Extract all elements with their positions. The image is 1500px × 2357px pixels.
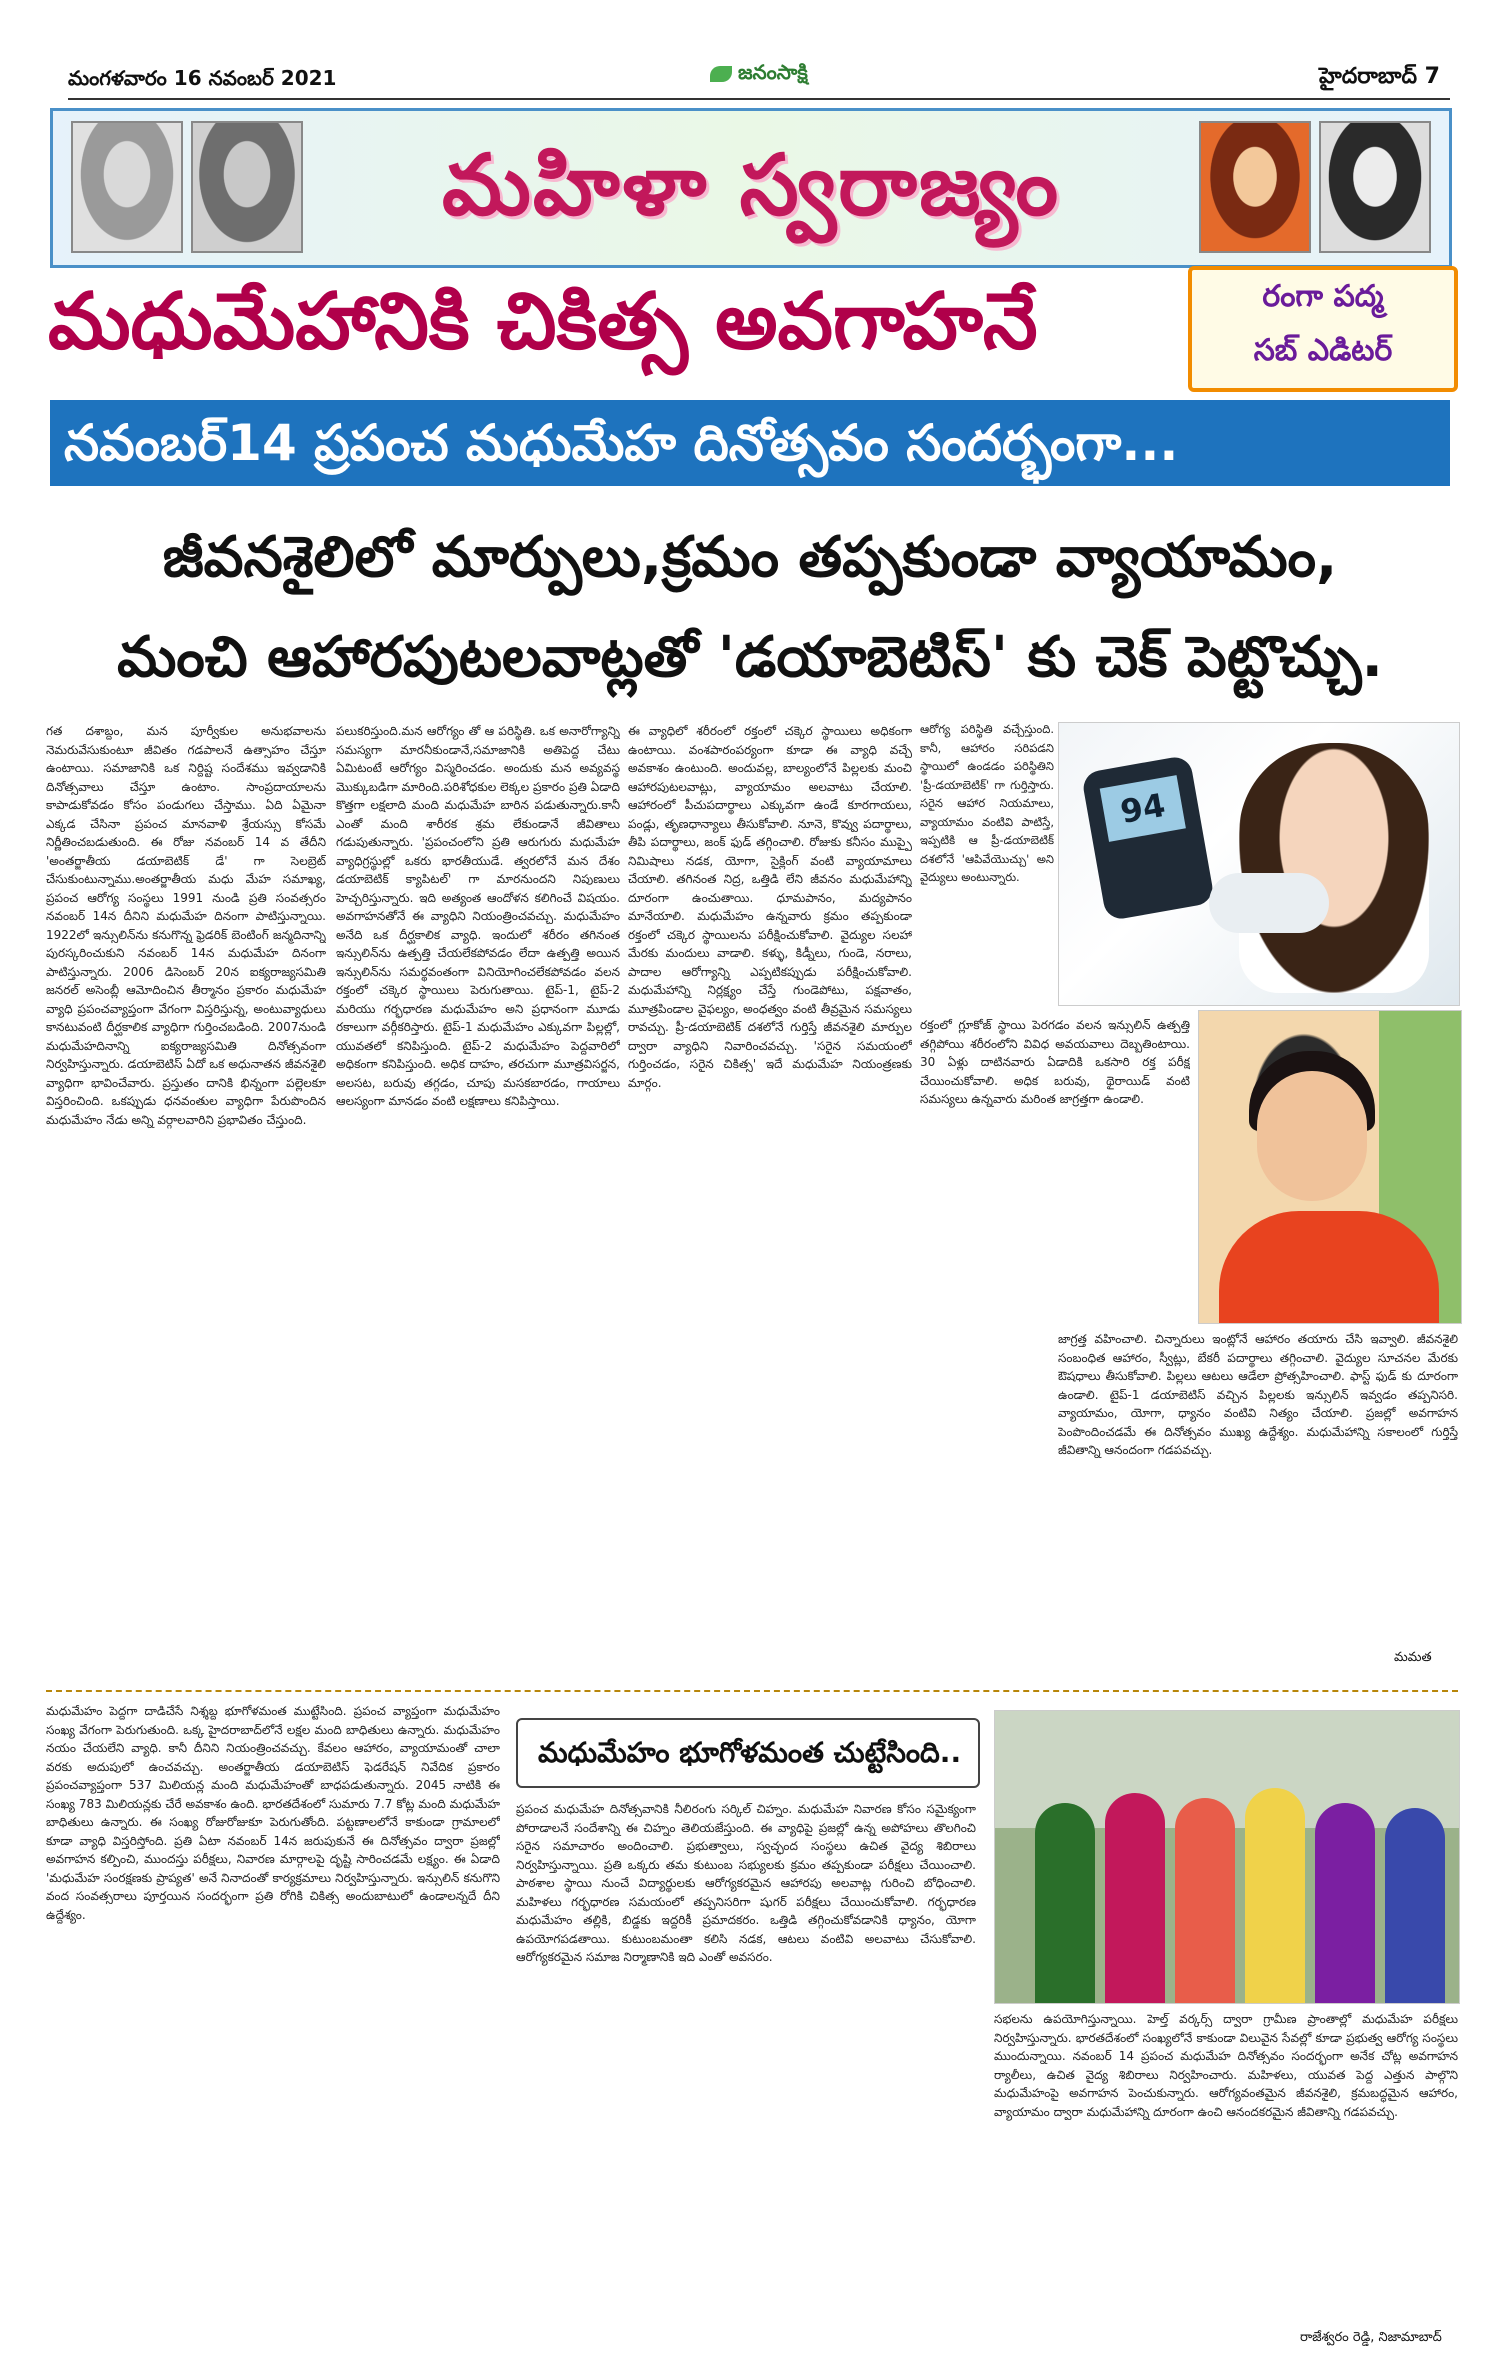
- article-column-4-mid: [920, 1016, 1190, 1316]
- person-figure: [1035, 1803, 1095, 2003]
- headline: మధుమేహానికి చికిత్స అవగాహనే: [48, 277, 1038, 367]
- portrait-image: [191, 121, 303, 253]
- column-text: రక్తంలో గ్లూకోజ్ స్థాయి పెరగడం వలన ఇన్సులిన్ ఉత్పత్తి తగ్గిపోయి శరీరంలోని వివిధ అవయవాలు దెబ్బతింటాయి. 30 ఏళ్లు దాటినవారు ఏడాదికి ఒకసారి రక్త పరీక్ష చేయించుకోవాలి. అధిక బరువు, థైరాయిడ్ వంటి సమస్యలు ఉన్నవారు మరింత జాగ్రత్తగా ఉండాలి.: [920, 1018, 1190, 1106]
- author-credit: రాజేశ్వరం రెడ్డి, నిజామాబాద్: [1300, 2330, 1442, 2345]
- subhead-box: [516, 1718, 980, 1788]
- column-text: గత దశాబ్దం, మన పూర్వీకుల అనుభవాలను నెమరువేసుకుంటూ జీవితం గడపాలనే ఉత్సాహం చేస్తూ ఉంటాయి. సమాజానికి ఒక నిర్దిష్ట సందేశము ఇవ్వడానికి దినోత్సవాలు చేస్తూ ఉంటాం. సాంప్రదాయాలను కాపాడుకోవడం కోసం పండుగలు చేస్తాము. ఏది ఏమైనా ఎక్కడ చేసినా ప్రపంచ మానవాళి శ్రేయస్సు కోసమే నిర్ణీతించబడుతుంది. ఈ రోజు నవంబర్ 14 వ తేదీని 'అంతర్జాతీయ డయాబెటిక్ డే' గా సెలబ్రెట్ చేసుకుంటున్నాము.అంతర్జాతీయ మధు మేహ సమాఖ్య, ప్రపంచ ఆరోగ్య సంస్థలు 1991 నుండి ప్రతి సంవత్సరం నవంబర్ 14న దీనిని మధుమేహ దినంగా పాటిస్తున్నాయి. 1922లో ఇన్సులిన్‌ను కనుగొన్న ఫ్రెడరిక్ బెంటింగ్ జన్మదినాన్ని పురస్కరించుకుని నవంబర్ 14న మధుమేహ దినంగా పాటిస్తున్నారు. 2006 డిసెంబర్ 20న ఐక్యరాజ్యసమితి జనరల్ అసెంబ్లీ ఆమోదించిన తీర్మానం ప్రకారం మధుమేహ వ్యాధి ప్రపంచవ్యాప్తంగా వేగంగా విస్తరిస్తున్న, అంటువ్యాధులు కానటువంటి దీర్ఘకాలిక వ్యాధిగా గుర్తించబడింది. 2007నుండి మధుమేహదినాన్ని ఐక్యరాజ్యసమితి దినోత్సవంగా నిర్వహిస్తున్నారు. డయాబెటిస్ ఏదో ఒక అధునాతన జీవనశైలి వ్యాధిగా భావించేవారు. ప్రస్తుతం దానికి భిన్నంగా పల్లెలకూ విస్తరించింది. ఒకప్పుడు ధనవంతుల వ్యాధిగా పేరుపొందిన మధుమేహం నేడు అన్ని వర్గాలవారిని ప్రభావితం చేస్తుంది.: [46, 724, 326, 1127]
- article2-column-2: [516, 1800, 976, 2340]
- occasion-strip: నవంబర్14 ప్రపంచ మధుమేహ దినోత్సవం సందర్భంగా...: [50, 400, 1450, 486]
- deck: [40, 508, 1460, 708]
- masthead: [40, 38, 1460, 98]
- section-title: మహిళా స్వరాజ్యం: [441, 136, 1061, 234]
- masthead-rule: [68, 98, 1450, 100]
- page-city-number: హైదరాబాద్ 7: [1319, 64, 1440, 89]
- author-name: రంగా పద్మ: [1262, 279, 1384, 314]
- group-photo: [994, 1710, 1460, 2004]
- section-divider: [46, 1690, 1458, 1692]
- article2-column-3: [994, 2010, 1458, 2330]
- deck-line-1: జీవనశైలిలో మార్పులు,క్రమం తప్పకుండా వ్యాయామం,: [162, 525, 1338, 590]
- portrait-image: [1199, 121, 1311, 253]
- patient-image: [1239, 743, 1429, 993]
- article-column-1: [46, 722, 326, 1642]
- column-text: జాగ్రత్త వహించాలి. చిన్నారులు ఇంట్లోనే ఆహారం తయారు చేసి ఇవ్వాలి. జీవనశైలి సంబంధిత ఆహారం, స్వీట్లు, బేకరీ పదార్థాలు తగ్గించాలి. వైద్యుల సూచనల మేరకు ఔషధాలు తీసుకోవాలి. పిల్లలు ఆటలు ఆడేలా ప్రోత్సహించాలి. ఫాస్ట్ ఫుడ్ కు దూరంగా ఉండాలి. టైప్-1 డయాబెటిస్ వచ్చిన పిల్లలకు ఇన్సులిన్ ఇవ్వడం తప్పనిసరి. వ్యాయామం, యోగా, ధ్యానం వంటివి నిత్యం చేయాలి. ప్రజల్లో అవగాహన పెంపొందించడమే ఈ దినోత్సవం ముఖ్య ఉద్దేశ్యం. మధుమేహాన్ని సకాలంలో గుర్తిస్తే జీవితాన్ని ఆనందంగా గడపవచ్చు.: [1058, 1332, 1458, 1457]
- person-figure: [1175, 1798, 1235, 2003]
- column-text: పలుకరిస్తుంది.మన ఆరోగ్యం తో ఆ పరిస్థితి. ఒక అనారోగ్యాన్ని సమస్యగా మారనీకుండానే,సమాజానికి అతిపెద్ద చేటు ఏమిటంటే ఆరోగ్యం విస్మరించడం. అందుకు మన అవ్యవస్థ మొక్కుబడిగా మారింది.పరిశోధకుల లెక్కల ప్రకారం ప్రతి ఏడాది కొత్తగా లక్షలాది మంది మధుమేహ బారిన పడుతున్నారు.కానీ ఎంతో మంది శారీరక శ్రమ లేకుండానే జీవితాలు గడుపుతున్నారు. 'ప్రపంచంలోని ప్రతి ఆరుగురు మధుమేహ వ్యాధిగ్రస్థుల్లో ఒకరు భారతీయుడే. త్వరలోనే మన దేశం డయాబెటిక్ క్యాపిటల్' గా మారనుందని నిపుణులు హెచ్చరిస్తున్నారు. ఇది అత్యంత ఆందోళన కలిగించే విషయం. అవగాహనతోనే ఈ వ్యాధిని నియంత్రించవచ్చు. మధుమేహం అనేది ఒక దీర్ఘకాలిక వ్యాధి. ఇందులో శరీరం తగినంత ఇన్సులిన్‌ను ఉత్పత్తి చేయలేకపోవడం లేదా ఉత్పత్తి అయిన ఇన్సులిన్‌ను సమర్థవంతంగా వినియోగించలేకపోవడం వలన రక్తంలో చక్కెర స్థాయిలు పెరుగుతాయి. టైప్-1, టైప్-2 మరియు గర్భధారణ మధుమేహం అని ప్రధానంగా మూడు రకాలుగా వర్గీకరిస్తారు. టైప్-1 మధుమేహం ఎక్కువగా పిల్లల్లో, యువతలో కనిపిస్తుంది. టైప్-2 మధుమేహం పెద్దవారిలో అధికంగా కనిపిస్తుంది. అధిక దాహం, తరచుగా మూత్రవిసర్జన, అలసట, బరువు తగ్గడం, చూపు మసకబారడం, గాయాలు ఆలస్యంగా మానడం వంటి లక్షణాలు కనిపిస్తాయి.: [336, 724, 620, 1108]
- person-figure: [1385, 1808, 1445, 2003]
- section-banner: [50, 108, 1452, 268]
- portrait-image: [71, 121, 183, 253]
- meter-reading: 94: [1100, 775, 1186, 842]
- article-column-4-top: [920, 720, 1054, 1012]
- glucose-meter-image: [1081, 755, 1215, 922]
- column-text: సభలను ఉపయోగిస్తున్నాయి. హెల్త్ వర్కర్స్ ద్వారా గ్రామీణ ప్రాంతాల్లో మధుమేహ పరీక్షలు నిర్వహిస్తున్నారు. భారతదేశంలో సంఖ్యలోనే కాకుండా విలువైన సేవల్లో కూడా ప్రభుత్వ ఆరోగ్య సంస్థలు ముందున్నాయి. నవంబర్ 14 ప్రపంచ మధుమేహ దినోత్సవం సందర్భంగా అనేక చోట్ల అవగాహన ర్యాలీలు, ఉచిత వైద్య శిబిరాలు నిర్వహించారు. మహిళలు, యువత పెద్ద ఎత్తున పాల్గొని మధుమేహంపై అవగాహన పెంచుకున్నారు. ఆరోగ్యవంతమైన జీవనశైలి, క్రమబద్ధమైన ఆహారం, వ్యాయామం ద్వారా మధుమేహాన్ని దూరంగా ఉంచి ఆనందకరమైన జీవితాన్ని గడపవచ్చు.: [994, 2012, 1458, 2119]
- article-column-5: [1058, 1330, 1458, 1642]
- author-credit: మమత: [1394, 1650, 1432, 1665]
- person-figure: [1315, 1803, 1375, 2003]
- author-photo: [1198, 1010, 1462, 1324]
- face-shape: [1257, 1071, 1367, 1201]
- glucose-meter-photo: [1058, 722, 1460, 1006]
- deck-line-2: మంచి ఆహారపుటలవాట్లతో 'డయాబెటిస్' కు చెక్ పెట్టొచ్చు.: [117, 625, 1383, 690]
- subhead-text: మధుమేహం భూగోళమంత చుట్టేసింది..: [538, 1736, 962, 1769]
- article-column-2: [336, 722, 620, 1642]
- article-column-3: [628, 722, 912, 1642]
- doctor-glove-image: [1209, 873, 1329, 933]
- author-role: సబ్ ఎడిటర్: [1253, 333, 1393, 368]
- issue-date: మంగళవారం 16 నవంబర్ 2021: [68, 66, 337, 90]
- column-text: మధుమేహం పెద్దగా దాడిచేసే నిశ్శబ్ద భూగోళమంత ముట్టేసింది. ప్రపంచ వ్యాప్తంగా మధుమేహం సంఖ్య వేగంగా పెరుగుతుంది. ఒక్క హైదరాబాద్‌లోనే లక్షల మంది బాధితులు ఉన్నారు. మధుమేహం నయం చేయలేని వ్యాధి. కానీ దీనిని నియంత్రించవచ్చు. కేవలం ఆహారం, వ్యాయామంతో చాలా వరకు అదుపులో ఉంచవచ్చు. అంతర్జాతీయ డయాబెటిస్ ఫెడరేషన్ నివేదిక ప్రకారం ప్రపంచవ్యాప్తంగా 537 మిలియన్ల మంది మధుమేహంతో బాధపడుతున్నారు. 2045 నాటికి ఈ సంఖ్య 783 మిలియన్లకు చేరే అవకాశం ఉంది. భారతదేశంలో సుమారు 7.7 కోట్ల మంది మధుమేహ బాధితులు ఉన్నారు. ఈ సంఖ్య రోజురోజుకూ పెరుగుతోంది. పట్టణాలలోనే కాకుండా గ్రామాలలో కూడా వ్యాధి విస్తరిస్తోంది. ప్రతి ఏటా నవంబర్ 14న జరుపుకునే ఈ దినోత్సవం ద్వారా ప్రజల్లో అవగాహన కల్పించి, ముందస్తు పరీక్షలు, నివారణ మార్గాలపై దృష్టి సారించడమే లక్ష్యం. ఈ ఏడాది 'మధుమేహ సంరక్షణకు ప్రాప్యత' అనే నినాదంతో కార్యక్రమాలు నిర్వహిస్తున్నారు. ఇన్సులిన్ కనుగొని వంద సంవత్సరాలు పూర్తయిన సందర్భంగా ప్రతి రోగికి చికిత్స అందుబాటులో ఉండాలన్నదే దీని ఉద్దేశ్యం.: [46, 1704, 500, 1922]
- shirt-shape: [1219, 1211, 1439, 1324]
- newspaper-logo: జనంసాక్షి: [710, 60, 808, 89]
- column-text: ఈ వ్యాధిలో శరీరంలో రక్తంలో చక్కెర స్థాయిలు అధికంగా ఉంటాయి. వంశపారంపర్యంగా కూడా ఈ వ్యాధి వచ్చే అవకాశం ఉంటుంది. అందువల్ల, బాల్యంలోనే పిల్లలకు మంచి ఆహారపుటలవాట్లు, వ్యాయామం అలవాటు చేయాలి. ఆహారంలో పీచుపదార్థాలు ఎక్కువగా ఉండే కూరగాయలు, పండ్లు, తృణధాన్యాలు తీసుకోవాలి. నూనె, కొవ్వు పదార్థాలు, తీపి పదార్థాలు, జంక్ ఫుడ్ తగ్గించాలి. రోజుకు కనీసం ముప్పై నిమిషాలు నడక, యోగా, సైక్లింగ్ వంటి వ్యాయామాలు చేయాలి. తగినంత నిద్ర, ఒత్తిడి లేని జీవనం మధుమేహాన్ని దూరంగా ఉంచుతాయి. ధూమపానం, మద్యపానం మానేయాలి. మధుమేహం ఉన్నవారు క్రమం తప్పకుండా రక్తంలో చక్కెర స్థాయిలను పరీక్షించుకోవాలి. వైద్యుల సలహా మేరకు మందులు వాడాలి. కళ్ళు, కిడ్నీలు, గుండె, నరాలు, పాదాల ఆరోగ్యాన్ని ఎప్పటికప్పుడు పరీక్షించుకోవాలి. మధుమేహాన్ని నిర్లక్ష్యం చేస్తే గుండెపోటు, పక్షవాతం, మూత్రపిండాల వైఫల్యం, అంధత్వం వంటి తీవ్రమైన సమస్యలు రావచ్చు. ప్రీ-డయాబెటిక్ దశలోనే గుర్తిస్తే జీవనశైలి మార్పుల ద్వారా వ్యాధిని నివారించవచ్చు. 'సరైన సమయంలో గుర్తించడం, సరైన చికిత్స' ఇదే మధుమేహ నియంత్రణకు మార్గం.: [628, 724, 912, 1090]
- article2-column-1: [46, 1702, 500, 2342]
- portrait-image: [1319, 121, 1431, 253]
- column-text: ప్రపంచ మధుమేహ దినోత్సవానికి నీలిరంగు సర్కిల్ చిహ్నం. మధుమేహ నివారణ కోసం సమైక్యంగా పోరాడాలనే సందేశాన్ని ఈ చిహ్నం తెలియజేస్తుంది. ఈ వ్యాధిపై ప్రజల్లో ఉన్న అపోహలు తొలగించి సరైన సమాచారం అందించాలి. ప్రభుత్వాలు, స్వచ్ఛంద సంస్థలు ఉచిత వైద్య శిబిరాలు నిర్వహిస్తున్నాయి. ప్రతి ఒక్కరు తమ కుటుంబ సభ్యులకు క్రమం తప్పకుండా పరీక్షలు చేయించాలి. పాఠశాల స్థాయి నుంచే విద్యార్థులకు ఆరోగ్యకరమైన ఆహారపు అలవాట్ల గురించి బోధించాలి. మహిళలు గర్భధారణ సమయంలో తప్పనిసరిగా షుగర్ పరీక్షలు చేయించుకోవాలి. గర్భధారణ మధుమేహం తల్లికి, బిడ్డకు ఇద్దరికీ ప్రమాదకరం. ఒత్తిడి తగ్గించుకోవడానికి ధ్యానం, యోగా ఉపయోగపడతాయి. కుటుంబమంతా కలిసి నడక, ఆటలు వంటివి అలవాటు చేసుకోవాలి. ఆరోగ్యకరమైన సమాజ నిర్మాణానికి ఇది ఎంతో అవసరం.: [516, 1802, 976, 1964]
- person-figure: [1105, 1793, 1165, 2003]
- column-text: ఆరోగ్య పరిస్థితి వచ్చేస్తుంది. కానీ, ఆహారం సరిపడని స్థాయిలో ఉండడం పరిస్థితిని 'ప్రీ-డయాబెటిక్' గా గుర్తిస్తారు. సరైన ఆహార నియమాలు, వ్యాయామం వంటివి పాటిస్తే, ఇప్పటికి ఆ ప్రీ-డయాబెటిక్ దశలోనే 'ఆపివేయొచ్చు' అని వైద్యులు అంటున్నారు.: [920, 722, 1054, 884]
- person-figure: [1245, 1788, 1305, 2003]
- byline-box: [1188, 266, 1458, 392]
